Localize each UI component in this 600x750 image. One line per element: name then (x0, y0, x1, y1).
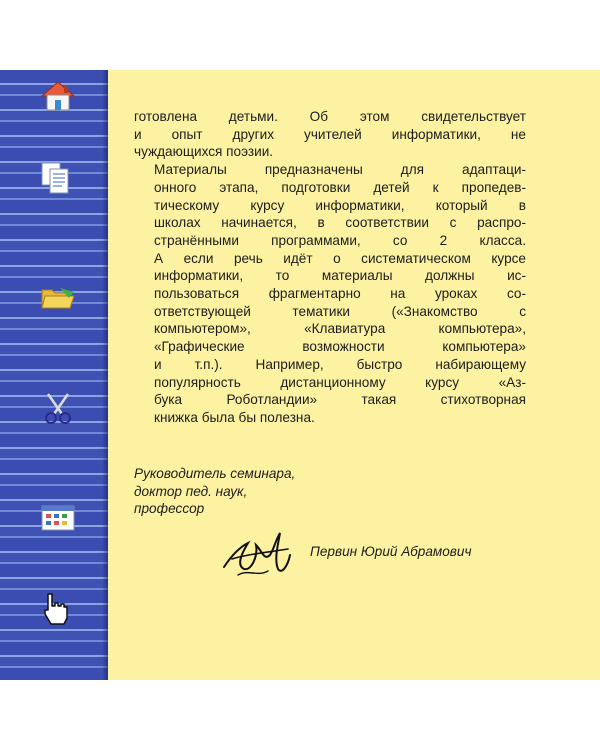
hand-cursor-icon[interactable] (36, 590, 80, 630)
signature-title-line: профессор (134, 501, 205, 516)
handwritten-signature (218, 525, 298, 585)
author-name: Первин Юрий Абрамович (310, 544, 472, 559)
text-line: «Графические возможности компьютера» (154, 339, 526, 355)
calendar-icon[interactable] (36, 498, 80, 538)
text-line: ответствующей тематики («Знакомство с (154, 303, 526, 319)
text-line: компьютером», «Клавиатура компьютера», (154, 321, 526, 337)
text-line: странёнными программами, со 2 класса. (154, 232, 526, 248)
text-line: и т.п.). Например, быстро набирающему (154, 356, 526, 372)
body-text (134, 108, 526, 427)
folder-icon[interactable] (36, 276, 80, 316)
signature-block (134, 465, 434, 518)
text-line: и опыт других учителей информатики, не (134, 126, 526, 142)
documents-icon[interactable] (36, 159, 80, 199)
text-line: информатики, то материалы должны ис- (154, 268, 526, 284)
home-icon[interactable] (36, 76, 80, 116)
text-line: пользоваться фрагментарно на уроках со- (154, 286, 526, 302)
text-line: А если речь идёт о систематическом курсе (154, 250, 526, 266)
text-line: готовлена детьми. Об этом свидетельствует (134, 109, 526, 124)
text-line: чуждающихся поэзии. (134, 144, 274, 160)
signature-title-line: Руководитель семинара, (134, 466, 296, 481)
text-line: онного этапа, подготовки детей к пропедев- (154, 179, 526, 195)
paragraph-2 (134, 161, 526, 427)
text-line: бука Роботландии» такая стихотворная (154, 392, 526, 408)
text-line: Материалы предназначены для адаптаци- (154, 162, 526, 178)
sidebar (0, 70, 108, 680)
text-line: популярность дистанционному курсу «Аз- (154, 374, 526, 390)
scissors-icon[interactable] (36, 388, 80, 428)
paragraph-1 (134, 108, 526, 161)
text-line: школах начинается, в соответствии с распро- (154, 215, 526, 231)
text-line: книжка была бы полезна. (154, 409, 315, 425)
signature-title-line: доктор пед. наук, (134, 483, 248, 499)
page (0, 70, 600, 680)
text-line: тическому курсу информатики, который в (154, 197, 526, 213)
